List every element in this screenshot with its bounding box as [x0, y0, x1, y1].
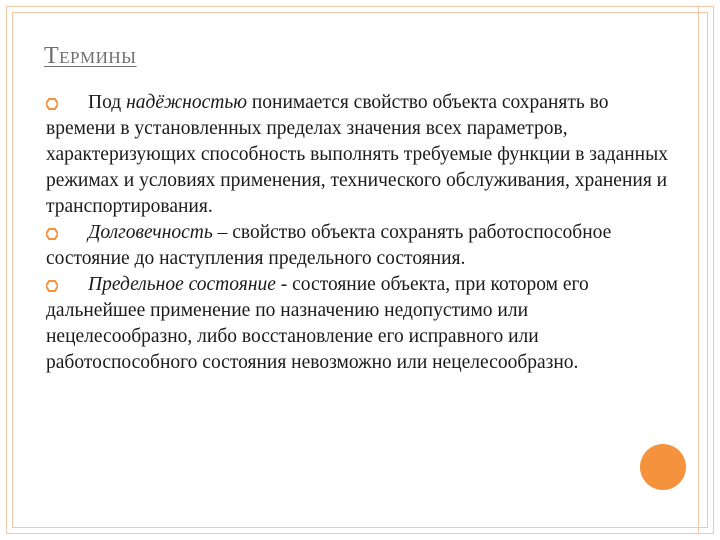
orange-circle-decoration [640, 444, 686, 490]
paragraph-text: понимается свойство объекта сохранять во времени в установленных пределах значения всех параметров, характеризующих способность выполнять требуемые функции в заданных режимах и условиях применения, технического обслуживания, хранения и транспортирования. [46, 92, 668, 217]
bullet-icon [46, 98, 58, 110]
paragraph-limit-state [46, 272, 670, 376]
paragraph-text: – свойство объекта сохранять работоспособное состояние до наступления предельного состояния. [46, 222, 612, 269]
bullet-icon [46, 228, 58, 240]
term-durability: Долговечность [88, 222, 213, 243]
slide-title-rest: ЕРМИНЫ [59, 48, 137, 67]
slide-title [44, 43, 137, 70]
paragraph-prefix: Под [88, 92, 127, 113]
paragraph-reliability [46, 90, 670, 220]
term-reliability: надёжностью [126, 92, 247, 113]
slide-content [46, 90, 670, 376]
bullet-icon [46, 280, 58, 292]
paragraph-text: - состояние объекта, при котором его дальнейшее применение по назначению недопустимо или нецелесообразно, либо восстановление его исправного или работоспособного состояния невозможно или нецелесообразно. [46, 274, 589, 373]
term-limit-state: Предельное состояние [88, 274, 276, 295]
slide-frame-line [698, 6, 699, 534]
paragraph-durability [46, 220, 670, 272]
slide-title-first-letter: Т [44, 43, 60, 69]
